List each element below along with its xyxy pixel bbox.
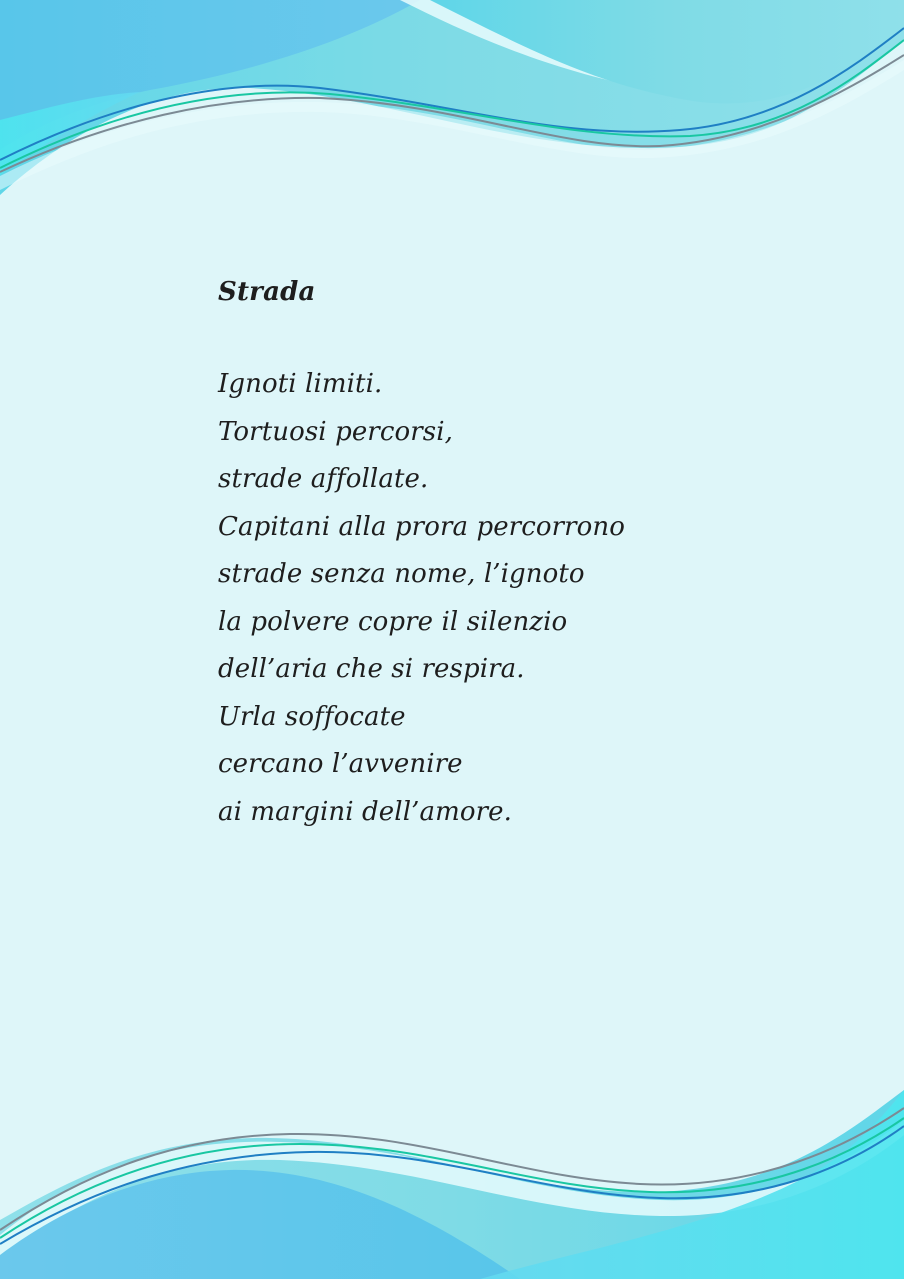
poem-line: la polvere copre il silenzio xyxy=(218,606,568,637)
poem-title: Strada xyxy=(218,277,316,307)
poem-line: strade affollate. xyxy=(218,464,429,494)
poem-line: strade senza nome, l’ignoto xyxy=(218,559,585,589)
poem xyxy=(218,270,818,836)
poem-line: ai margini dell’amore. xyxy=(218,796,512,827)
bottom-wave-decoration xyxy=(0,1060,904,1279)
poem-line: Tortuosi percorsi, xyxy=(218,416,454,447)
poem-line: Urla soffocate xyxy=(218,701,406,732)
top-wave-decoration xyxy=(0,0,904,220)
poem-line: Capitani alla prora percorrono xyxy=(218,511,626,542)
poem-line: cercano l’avvenire xyxy=(218,749,463,779)
poem-line: Ignoti limiti. xyxy=(218,369,383,399)
poem-body xyxy=(218,361,818,836)
poem-line: dell’aria che si respira. xyxy=(218,654,525,684)
